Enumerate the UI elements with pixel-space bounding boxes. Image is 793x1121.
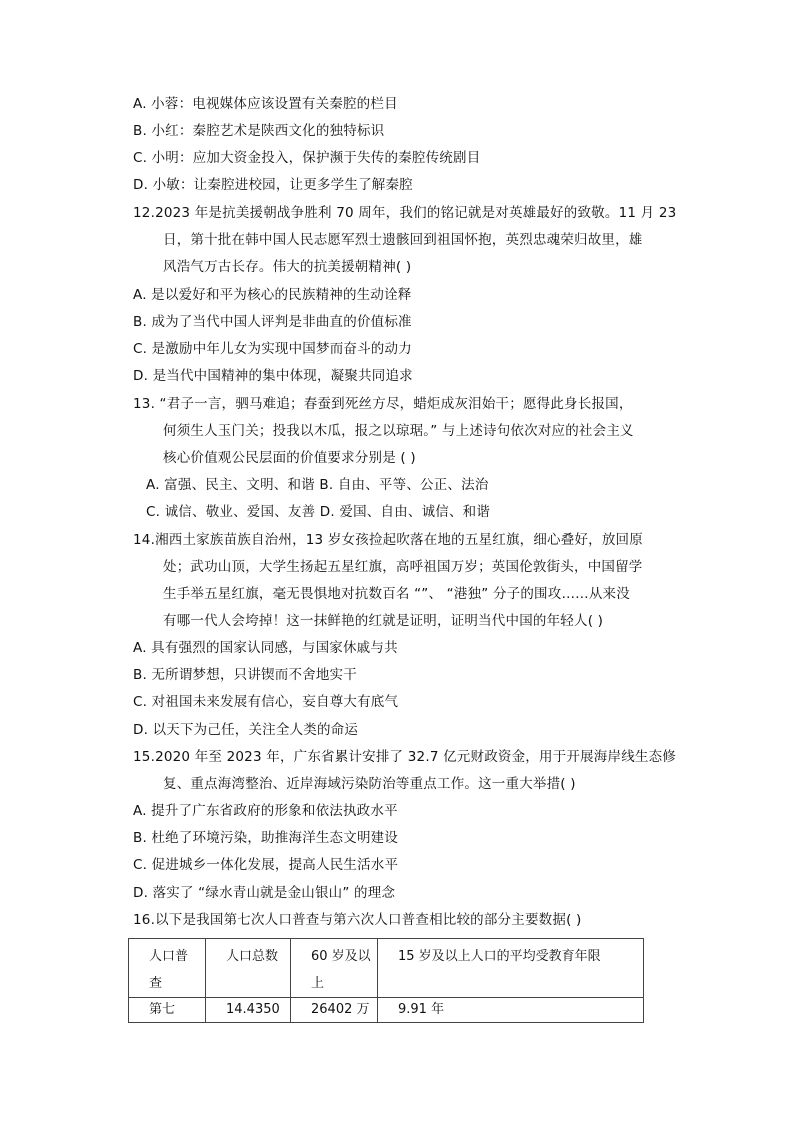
- q13-options-ab: A. 富强、民主、文明、和谐 B. 自由、平等、公正、法治: [146, 477, 489, 493]
- q12-option-b: B. 成为了当代中国人评判是非曲直的价值标准: [133, 314, 412, 330]
- q13-stem-line-1: 13. “君子一言，驷马难追；春蚕到死丝方尽，蜡炬成灰泪始干；愿得此身长报国，: [133, 396, 633, 412]
- q11-option-d: D. 小敏：让秦腔进校园，让更多学生了解秦腔: [133, 177, 413, 193]
- q12-option-a: A. 是以爱好和平为核心的民族精神的生动诠释: [133, 287, 412, 303]
- q15-option-d: D. 落实了 “绿水青山就是金山银山” 的理念: [133, 885, 396, 901]
- q11-option-c: C. 小明：应加大资金投入，保护濒于失传的秦腔传统剧目: [133, 150, 481, 166]
- table-header-cell: 人口普查: [129, 939, 206, 998]
- q12-stem-line-2: 日，第十批在韩中国人民志愿军烈士遗骸回到祖国怀抱，英烈忠魂荣归故里，雄: [163, 232, 643, 248]
- table-header-cell: 60 岁及以上: [291, 939, 378, 998]
- q14-stem-line-4: 有哪一代人会垮掉！这一抹鲜艳的红就是证明，证明当代中国的年轻人( ): [163, 613, 604, 629]
- q15-stem-line-2: 复、重点海湾整治、近岸海域污染防治等重点工作。这一重大举措( ): [163, 776, 576, 792]
- table-cell: 第七: [129, 998, 206, 1023]
- q16-stem: 16.以下是我国第七次人口普查与第六次人口普查相比较的部分主要数据( ): [133, 912, 582, 928]
- q14-stem-line-3: 生手举五星红旗，毫无畏惧地对抗数百名 “”、 “港独” 分子的围攻……从来没: [163, 586, 630, 602]
- q11-option-b: B. 小红：秦腔艺术是陕西文化的独特标识: [133, 123, 385, 139]
- q13-options-cd: C. 诚信、敬业、爱国、友善 D. 爱国、自由、诚信、和谐: [146, 504, 491, 520]
- census-table: [128, 938, 644, 1023]
- q14-stem-line-2: 处；武功山顶，大学生扬起五星红旗，高呼祖国万岁；英国伦敦街头，中国留学: [163, 559, 643, 575]
- table-cell: 9.91 年: [378, 998, 644, 1023]
- table-header-cell: 人口总数: [206, 939, 291, 998]
- q14-option-b: B. 无所谓梦想，只讲锲而不舍地实干: [133, 667, 357, 683]
- q13-stem-line-3: 核心价值观公民层面的价值要求分别是 ( ): [163, 450, 416, 466]
- table-cell: 26402 万: [291, 998, 378, 1023]
- q15-stem-line-1: 15.2020 年至 2023 年，广东省累计安排了 32.7 亿元财政资金，用于开展海岸线生态修: [133, 749, 676, 765]
- q15-option-c: C. 促进城乡一体化发展，提高人民生活水平: [133, 857, 399, 873]
- q14-option-a: A. 具有强烈的国家认同感，与国家休戚与共: [133, 640, 398, 656]
- table-cell: 14.4350: [206, 998, 291, 1023]
- q14-option-d: D. 以天下为己任，关注全人类的命运: [133, 722, 359, 738]
- q14-stem-line-1: 14.湘西土家族苗族自治州，13 岁女孩捡起吹落在地的五星红旗，细心叠好，放回原: [133, 532, 643, 548]
- q15-option-b: B. 杜绝了环境污染，助推海洋生态文明建设: [133, 830, 399, 846]
- table-header-row: [129, 939, 644, 998]
- q15-option-a: A. 提升了广东省政府的形象和依法执政水平: [133, 803, 398, 819]
- q14-option-c: C. 对祖国未来发展有信心，妄自尊大有底气: [133, 694, 399, 710]
- q13-stem-line-2: 何须生人玉门关；投我以木瓜，报之以琼琚。” 与上述诗句依次对应的社会主义: [163, 423, 634, 439]
- table-row: [129, 998, 644, 1023]
- q12-option-c: C. 是激励中年儿女为实现中国梦而奋斗的动力: [133, 341, 412, 357]
- table-header-cell: 15 岁及以上人口的平均受教育年限: [378, 939, 644, 998]
- q12-stem-line-3: 风浩气万古长存。伟大的抗美援朝精神( ): [163, 259, 412, 275]
- q11-option-a: A. 小蓉：电视媒体应该设置有关秦腔的栏目: [133, 96, 398, 112]
- q12-option-d: D. 是当代中国精神的集中体现，凝聚共同追求: [133, 368, 413, 384]
- q12-stem-line-1: 12.2023 年是抗美援朝战争胜利 70 周年，我们的铭记就是对英雄最好的致敬。11 月 23: [133, 205, 677, 221]
